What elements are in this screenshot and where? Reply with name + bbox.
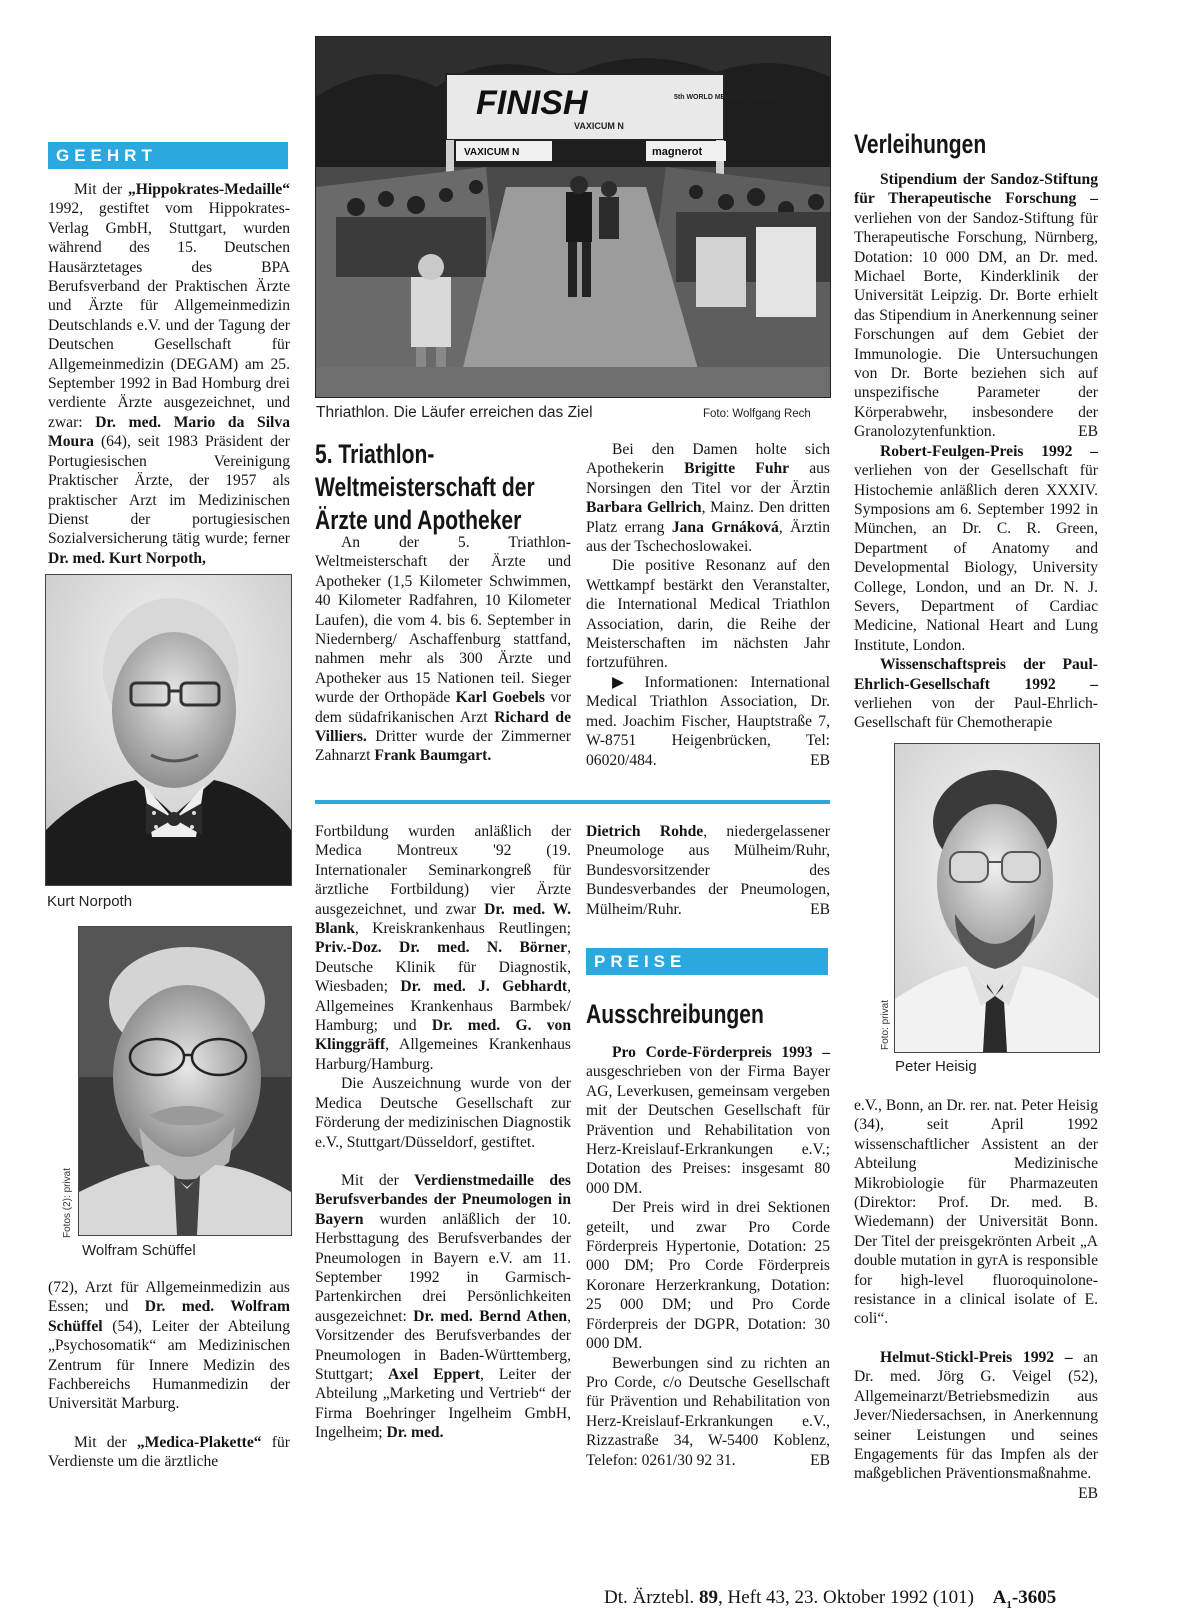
paragraph-hippokrates: Mit der „Hippokrates-Medaille“ 1992, gestiftet vom Hippokrates-Verlag GmbH, Stuttgart, wurden während des 15. Deutschen Hausärztetages des BPA Berufsverband der Praktischen Ärzte und Ärzte für Allgemeinmedizin Deutschlands e.V. und der Tagung der Deutschen Gesellschaft für Allgemeinmedizin (DEGAM) am 25. September 1992 in Bad Homburg drei verdiente Ärzte ausgezeichnet, und zwar: Dr. med. Mario da Silva Moura (64), seit 1983 Präsident der Portugiesischen Vereinigung Praktischer Ärzte, der 1957 als praktischer Arzt im Medizinischen Dienst der portugiesischen Sozialversicherung tätig wurde; ferner Dr. med. Kurt Norpoth, [48, 181, 290, 567]
author-initials: EB [810, 1451, 830, 1469]
sign-magnerot: magnerot [652, 146, 703, 158]
portrait-kurt-norpoth [45, 574, 292, 886]
portrait-image [895, 744, 1099, 1052]
headline-line-2: Weltmeisterschaft der [315, 472, 535, 502]
portrait-wolfram-schueffel [78, 926, 292, 1236]
article-divider [315, 800, 830, 804]
banner-logo-text: 5th WORLD MEDICAL TRIATHLON [674, 94, 789, 101]
paragraph-medica-plakette: Mit der „Medica-Plakette“ für Verdienste um die ärztliche [48, 1433, 290, 1471]
article-column-2 [586, 440, 830, 770]
main-photo-credit: Foto: Wolfgang Rech [703, 408, 811, 420]
paragraph-sandoz: Stipendium der Sandoz-Stiftung für Therapeutische Forschung – verliehen von der Sandoz-Stiftung für Therapeutische Forschung, Nürnberg, Dotation: 10 000 DM, an Dr. med. Michael Borte, Kinderklinik der Universität Leipzig. Dr. Borte erhielt das Stipendium in Anerkennung seiner Forschungen auf dem Gebiet der Immunologie. Die Untersuchungen von Dr. Borte beziehen sich auf unspezifische Parameter der Körperabwehr, insbesondere der Granolozytenfunktion. EB [854, 171, 1098, 441]
portrait-image [79, 927, 291, 1235]
paragraph-heisig: e.V., Bonn, an Dr. rer. nat. Peter Heisig (34), seit April 1992 wissenschaftlicher Assistent an der Abteilung Medizinische Mikrobiologie für Pharmazeuten (Direktor: Prof. Dr. med. B. Wiedemann) der Universität Bonn. Der Titel der preisgekrönten Arbeit „A double mutation in gyrA is responsible for high-level fluoroquinolone-resistance in a clinical isolate of E. coli“. [854, 1097, 1098, 1328]
paragraph-verdienstmedaille: Mit der Verdienstmedaille des Berufsverbandes der Pneumologen in Bayern wurden anläßlich der 10. Herbsttagung des Berufsverbandes der Pneumologen in Bayern e.V. am 11. September 1992 in Garmisch-Partenkirchen drei Persönlichkeiten ausgezeichnet: Dr. med. Bernd Athen, Vorsitzender des Berufsverbandes der Pneumologen in Baden-Württemberg, Stuttgart; Axel Eppert, Leiter der Abteilung „Marketing und Vertrieb“ der Firma Boehringer Ingelheim GmbH, Ingelheim; Dr. med. [315, 1171, 571, 1442]
photo-credit-left: Fotos (2): privat [62, 1167, 73, 1238]
heading-verleihungen: Verleihungen [854, 129, 987, 159]
author-initials: EB [1078, 423, 1098, 441]
headline-line-1: 5. Triathlon- [315, 439, 435, 469]
paragraph-stickl: Helmut-Stickl-Preis 1992 – an Dr. med. Jörg G. Veigel (52), Allgemeinarzt/Betriebsmedizin aus Jever/Niedersachsen, in Anerkennung seiner Leistungen und seines Engagements für das Impfen als der maßgeblichen Präventionsmaßnahme. EB [854, 1348, 1098, 1502]
main-photo-caption: Thriathlon. Die Läufer erreichen das Ziel [316, 404, 593, 421]
finish-banner-text: FINISH [476, 84, 588, 122]
left-column-top [48, 180, 290, 568]
portrait-peter-heisig [894, 743, 1100, 1053]
journal-volume: 89 [698, 1587, 718, 1608]
paragraph-rohde: Dietrich Rohde, niedergelassener Pneumologe aus Mülheim/Ruhr, Bundesvorsitzender des Bundesverbandes der Pneumologen, Mülheim/Ruhr. EB [586, 823, 831, 918]
paragraph-paul-ehrlich: Wissenschaftspreis der Paul-Ehrlich-Gesellschaft 1992 – verliehen von der Paul-Ehrlich-Gesellschaft für Chemotherapie [854, 656, 1098, 732]
banner-sponsor-vaxicum: VAXICUM N [574, 121, 624, 131]
paragraph-medica-gesellschaft: Die Auszeichnung wurde von der Medica Deutsche Gesellschaft zur Förderung der medizinischen Diagnostik e.V., Stuttgart/Düsseldorf, gestiftet. [315, 1075, 571, 1151]
paragraph-pro-corde: Pro Corde-Förderpreis 1993 – ausgeschrieben von der Firma Bayer AG, Leverkusen, gemeinsam vergeben mit der Deutschen Gesellschaft für Prävention und Rehabilitation von Herz-Kreislauf-Erkrankungen e.V.; Dotation des Preises: insgesamt 80 000 DM. [586, 1044, 830, 1197]
article-column-1 [315, 533, 571, 766]
caption-peter-heisig: Peter Heisig [895, 1058, 977, 1075]
heading-ausschreibungen: Ausschreibungen [586, 999, 764, 1029]
paragraph-triathlon-results: An der 5. Triathlon-Weltmeisterschaft der Ärzte und Apotheker (1,5 Kilometer Schwimmen, 40 Kilometer Radfahren, 10 Kilometer Laufen), die vom 4. bis 6. September in Niedernberg/ Aschaffenburg stattfand, nahmen mehr als 300 Ärzte und Apotheker aus 15 Nationen teil. Sieger wurde der Orthopäde Karl Goebels vor dem südafrikanischen Arzt Richard de Villiers. Dritter wurde der Zimmerner Zahnarzt Frank Baumgart. [315, 534, 572, 765]
sign-vaxicum: VAXICUM N [464, 147, 520, 158]
section-tag-preise: PREISE [586, 948, 828, 975]
triathlon-finish-photo [315, 36, 831, 398]
paragraph-sektionen: Der Preis wird in drei Sektionen geteilt, und zwar Pro Corde Förderpreis Hypertonie, Dotation: 25 000 DM; Pro Corde Förderpreis Koronare Herzerkrankung, Dotation: 25 000 DM; und Pro Corde Förderpreis der DGPR, Dotation: 30 000 DM. [586, 1199, 830, 1353]
right-column-top [854, 170, 1098, 733]
article-headline [315, 438, 585, 537]
paragraph-feulgen: Robert-Feulgen-Preis 1992 – verliehen von der Gesellschaft für Histochemie anläßlich deren XXXIV. Symposions am 6. September 1992 in München, an Dr. C. R. Green, Department of Anatomy and Developmental Biology, University College, London, und an Dr. N. J. Severs, Department of Cardiac Medicine, National Heart and Lung Institute, London. [854, 442, 1098, 654]
page-number: $A_1-3605$ [992, 1587, 1057, 1611]
paragraph-damen: Bei den Damen holte sich Apothekerin Brigitte Fuhr aus Norsingen den Titel vor der Ärztin Barbara Gellrich, Mainz. Den dritten Platz errang Jana Grnáková, Ärztin aus der Tschechoslowakei. [586, 441, 831, 556]
page-footer [604, 1587, 1056, 1611]
section-tag-geehrt: GEEHRT [48, 142, 288, 169]
caption-wolfram-schueffel: Wolfram Schüffel [82, 1242, 196, 1259]
portrait-image [46, 575, 291, 885]
paragraph-schueffel: (72), Arzt für Allgemeinmedizin aus Essen; und Dr. med. Wolfram Schüffel (54), Leiter der Abteilung „Psychosomatik“ am Medizinischen Zentrum für Innere Medizin des Fachbereichs Humanmedizin der Universität Marburg. [48, 1279, 290, 1413]
right-column-bottom [854, 1096, 1098, 1503]
preise-column [586, 1043, 830, 1470]
triathlon-image [316, 37, 830, 397]
second-column-lower [586, 822, 830, 919]
photo-credit-heisig: Foto: privat [880, 999, 891, 1050]
journal-name: Dt. Ärztebl. [604, 1587, 695, 1608]
author-initials: EB [1078, 1484, 1098, 1502]
paragraph-resonanz: Die positive Resonanz auf den Wettkampf bestärkt den Veranstalter, die International Medical Triathlon Association, darin, die Reihe der Meisterschaften im nächsten Jahr fortzuführen. [586, 557, 830, 672]
paragraph-informationen: ▶ Informationen: International Medical Triathlon Association, Dr. med. Joachim Fischer, Hauptstraße 7, W-8751 Heigenbrücken, Tel: 06020/484. EB [586, 673, 830, 769]
paragraph-bewerbungen: Bewerbungen sind zu richten an Pro Corde, c/o Deutsche Gesellschaft für Prävention und Rehabilitation von Herz-Kreislauf-Erkrankungen e.V., Rizzastraße 34, W-5400 Koblenz, Telefon: 0261/30 92 31. EB [586, 1354, 830, 1469]
caption-kurt-norpoth: Kurt Norpoth [47, 893, 133, 910]
author-initials: EB [810, 900, 830, 918]
middle-column-lower [315, 822, 571, 1443]
left-column-bottom [48, 1278, 290, 1472]
author-initials: EB [810, 751, 830, 769]
headline-line-3: Ärzte und Apotheker [315, 505, 522, 535]
paragraph-medica-fortbildung: Fortbildung wurden anläßlich der Medica Montreux '92 (19. Internationaler Seminarkongreß für ärztliche Fortbildung) vier Ärzte ausgezeichnet, und zwar Dr. med. W. Blank, Kreiskrankenhaus Reutlingen; Priv.-Doz. Dr. med. N. Börner, Deutsche Klinik für Diagnostik, Wiesbaden; Dr. med. J. Gebhardt, Allgemeines Krankenhaus Barmbek/ Hamburg; und Dr. med. G. von Klinggräff, Allgemeines Krankenhaus Harburg/Hamburg. [315, 823, 571, 1073]
journal-issue: , Heft 43, 23. Oktober 1992 (101) [717, 1587, 974, 1608]
